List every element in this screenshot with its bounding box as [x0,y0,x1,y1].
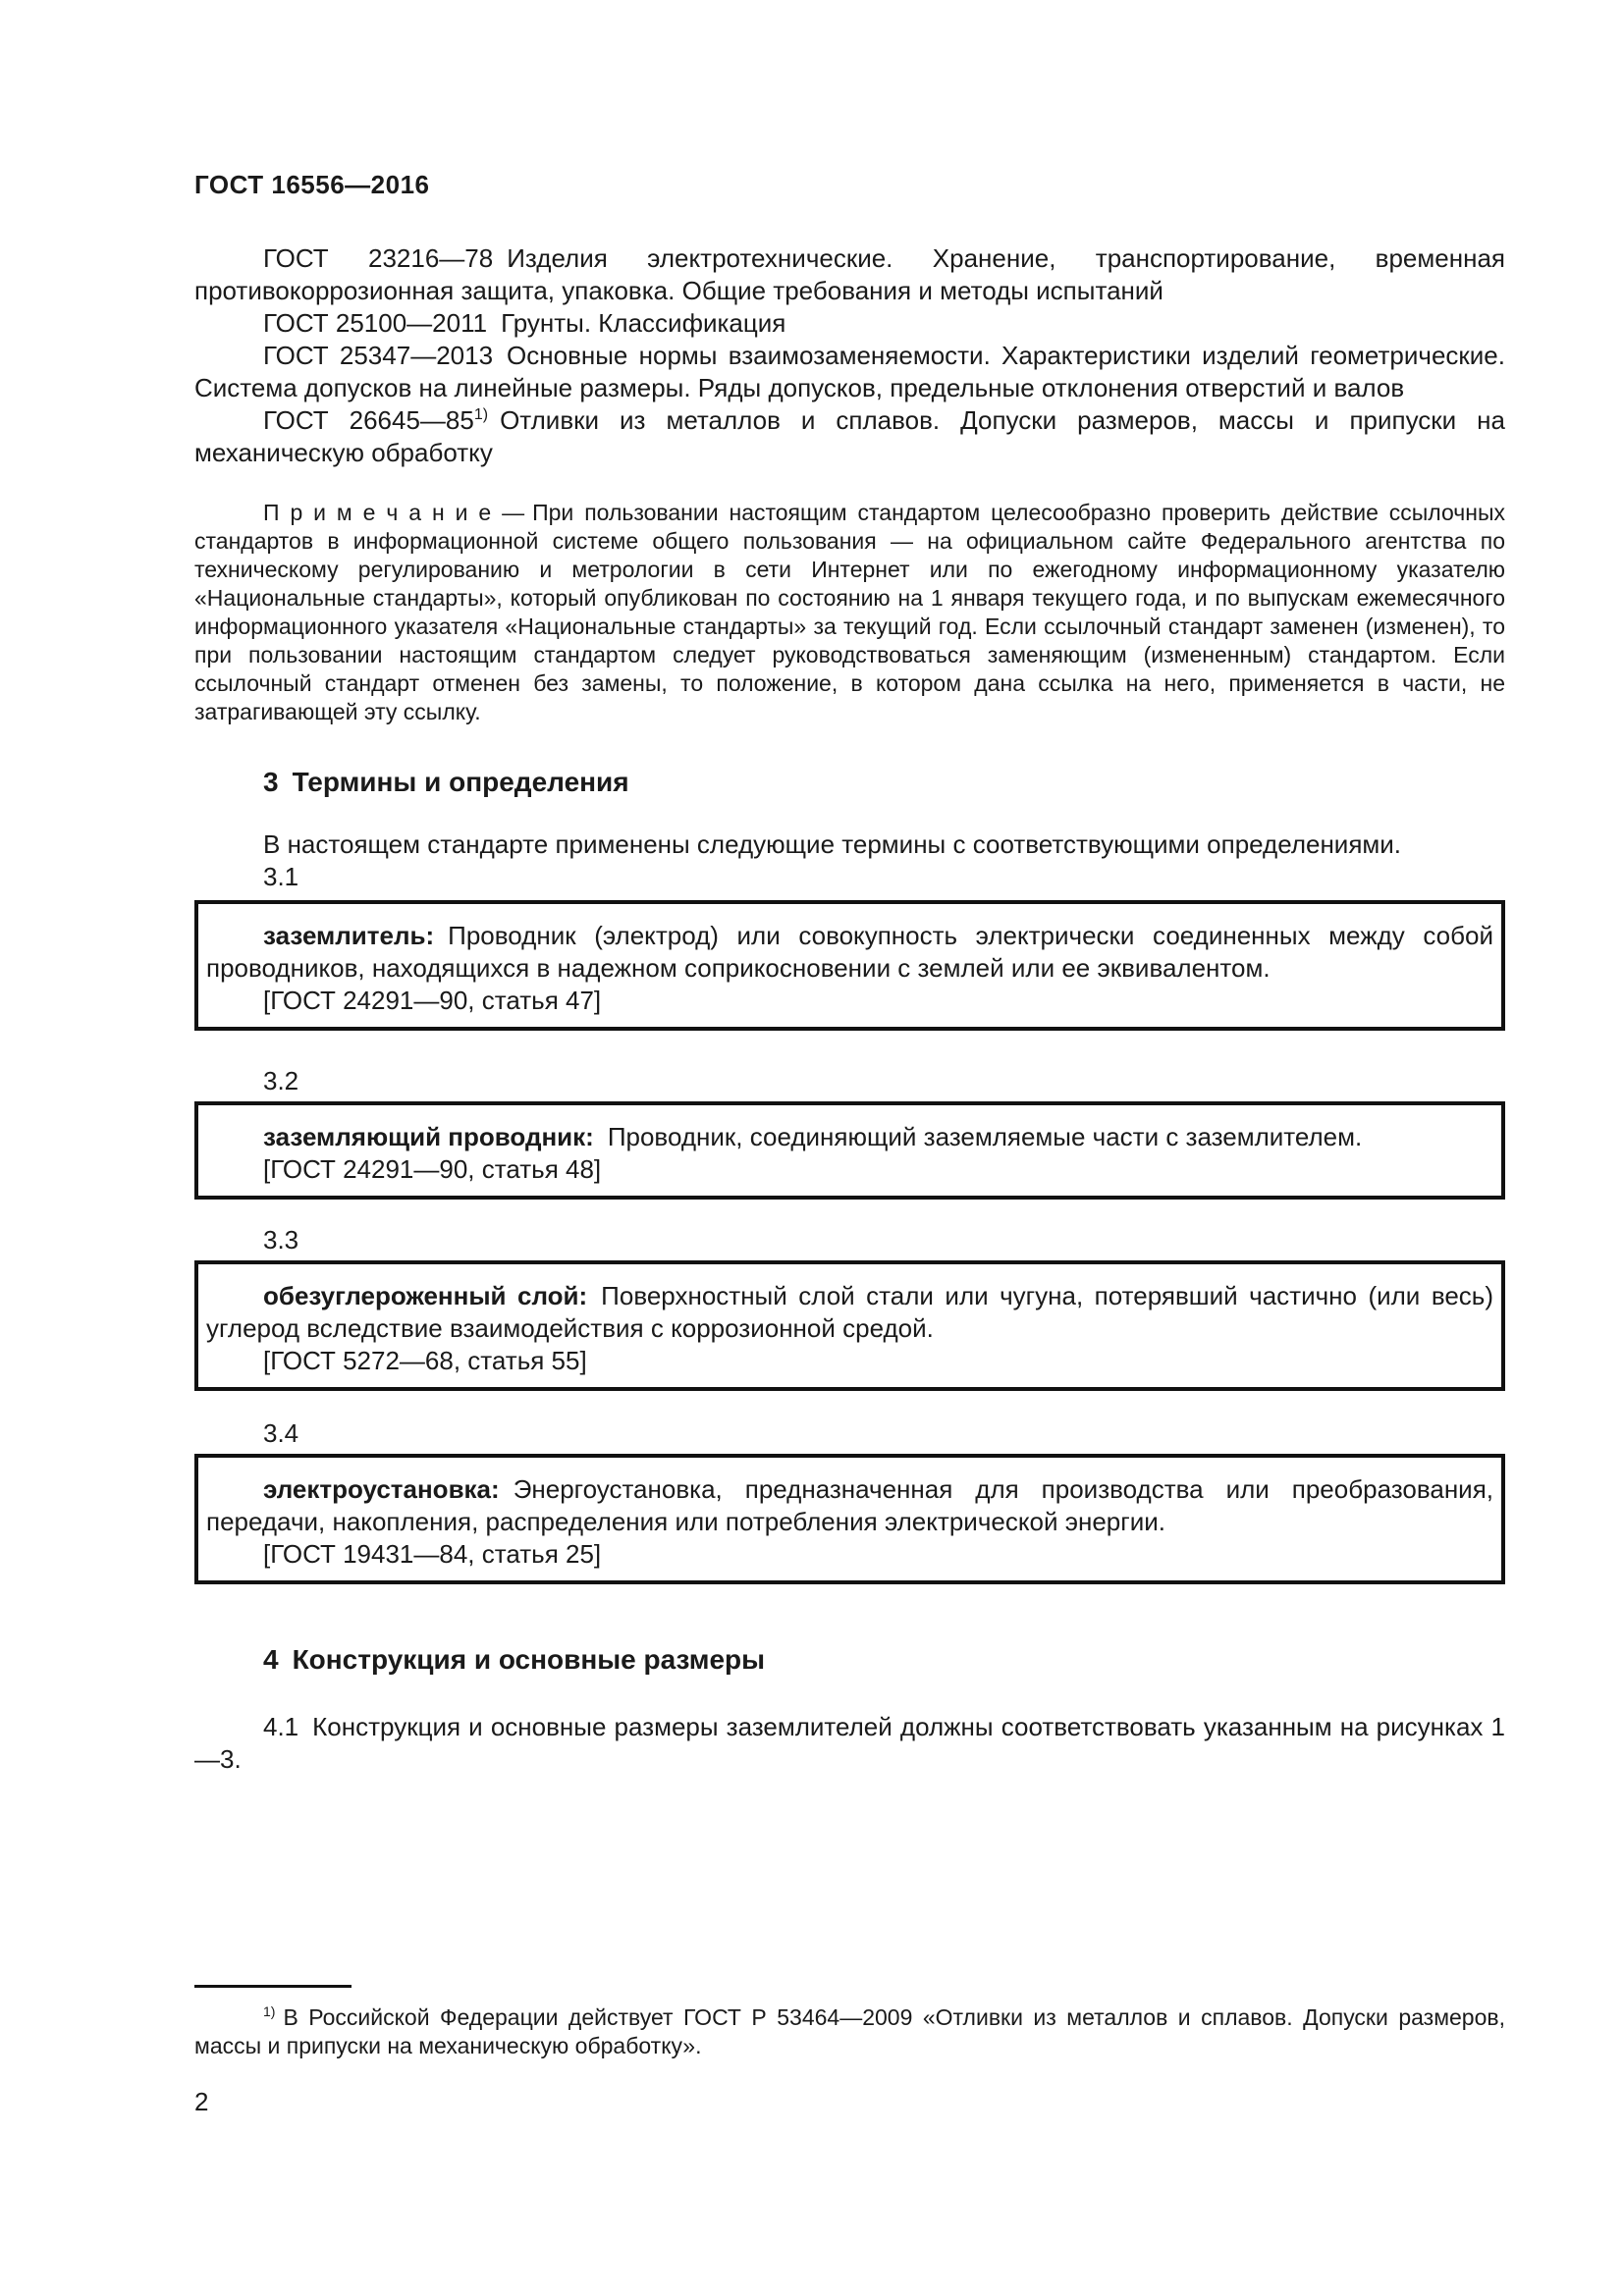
section-3-intro: В настоящем стандарте применены следующие термины с соответствующими определениями. [263,829,1402,859]
term-word: заземлитель: [263,921,435,950]
document-number-header: ГОСТ 16556—2016 [194,170,430,199]
term-word: заземляющий проводник: [263,1122,594,1151]
section-number: 4 [263,1644,279,1675]
note-paragraph [194,499,1505,726]
term-word: электроустановка: [263,1474,500,1504]
footnote-area [194,1985,1505,2118]
definition-box-3-3 [194,1260,1505,1391]
footnote-marker: 1) [473,406,489,424]
term-definition: Энергоустановка, предназначенная для производства или преобразования, передачи, накопления, распределения или потребления электрической энергии. [206,1474,1493,1536]
paragraph-number: 4.1 [263,1712,299,1741]
term-number-3-1: 3.1 [263,862,299,891]
definition-box-3-2 [194,1101,1505,1200]
definition-source: [ГОСТ 24291—90, статья 47] [263,986,602,1015]
normative-references-section [194,242,1505,726]
reference-title: Изделия электротехнические. Хранение, транспортирование, временная противокоррозионная защита, упаковка. Общие требования и методы испытаний [194,243,1505,305]
reference-label: ГОСТ 25100—2011 [263,308,488,338]
paragraph-text: Конструкция и основные размеры заземлителей должны соответствовать указанным на рисунках 1—3. [194,1712,1505,1774]
definition-source: [ГОСТ 5272—68, статья 55] [263,1346,587,1375]
section-3-heading [194,765,1505,800]
reference-item [194,307,1505,340]
reference-label: ГОСТ 26645—85 [263,405,474,435]
term-definition: Проводник, соединяющий заземляемые части с заземлителем. [607,1122,1363,1151]
section-title: Термины и определения [292,767,629,797]
definition-source: [ГОСТ 24291—90, статья 48] [263,1154,602,1184]
definition-box-3-4 [194,1454,1505,1584]
reference-title: Грунты. Классификация [501,308,786,338]
term-number-3-4: 3.4 [263,1418,299,1448]
section-4-heading [194,1642,1505,1678]
paragraph-4-1 [194,1711,1505,1776]
reference-label: ГОСТ 25347—2013 [263,341,494,370]
term-word: обезуглероженный слой: [263,1281,588,1310]
footnote-text: В Российской Федерации действует ГОСТ Р 53464—2009 «Отливки из металлов и сплавов. Допуски размеров, массы и припуски на механическую обработку». [194,2004,1505,2058]
footnote-paragraph [194,2003,1505,2060]
definition-text [206,1473,1493,1538]
footnote-divider [194,1985,352,1988]
term-number-3-3: 3.3 [263,1225,299,1255]
footnote-marker: 1) [263,2003,276,2020]
definition-box-3-1 [194,900,1505,1031]
term-number-3-2: 3.2 [263,1066,299,1095]
definition-text [206,1121,1493,1153]
section-title: Конструкция и основные размеры [292,1644,766,1675]
term-definition: Проводник (электрод) или совокупность электрически соединенных между собой проводников, находящихся в надежном соприкосновении с землей или ее эквивалентом. [206,921,1493,983]
reference-title: Отливки из металлов и сплавов. Допуски размеров, массы и припуски на механическую обработку [194,405,1505,467]
definition-text [206,1280,1493,1345]
note-text: При пользовании настоящим стандартом целесообразно проверить действие ссылочных стандартов в информационной системе общего пользования — на официальном сайте Федерального агентства по техническому регулированию и метрологии в сети Интернет или по ежегодному информационному указателю «Национальные стандарты», который опубликован по состоянию на 1 января текущего года, и по выпускам ежемесячного информационного указателя «Национальные стандарты» за текущий год. Если ссылочный стандарт заменен (изменен), то при пользовании настоящим стандартом следует руководствоваться заменяющим (измененным) стандартом. Если ссылочный стандарт отменен без замены, то положение, в котором дана ссылка на него, применяется в части, не затрагивающей эту ссылку. [194,500,1505,724]
section-number: 3 [263,767,279,797]
definition-text [206,920,1493,985]
term-definition: Поверхностный слой стали или чугуна, потерявший частично (или весь) углерод вследствие взаимодействия с коррозионной средой. [206,1281,1493,1343]
page-number: 2 [194,2087,209,2116]
reference-item [194,340,1505,404]
reference-item [194,242,1505,307]
reference-title: Основные нормы взаимозаменяемости. Характеристики изделий геометрические. Система допусков на линейные размеры. Ряды допусков, предельные отклонения отверстий и валов [194,341,1505,402]
reference-item [194,404,1505,469]
definition-source: [ГОСТ 19431—84, статья 25] [263,1539,602,1569]
note-label: П р и м е ч а н и е — [263,500,525,525]
reference-label: ГОСТ 23216—78 [263,243,494,273]
